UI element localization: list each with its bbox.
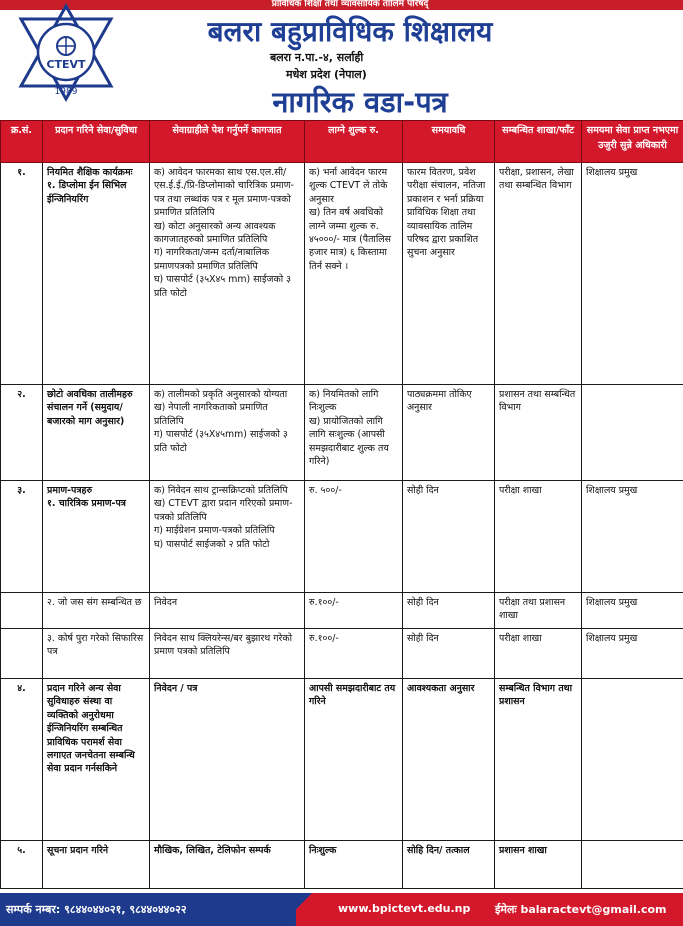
cell-officer [582, 679, 683, 841]
cell-sn: ५. [1, 841, 43, 889]
contact-footer [0, 893, 683, 926]
cell-duration: सोही दिन [403, 629, 495, 679]
cell-fee: रु.१००/- [305, 629, 403, 679]
cell-duration: आवश्यकता अनुसार [403, 679, 495, 841]
email-link[interactable]: ईमेलः balaractevt@gmail.com [495, 903, 667, 916]
cell-branch: प्रशासन शाखा [495, 841, 582, 889]
address-line-1: बलरा न.पा.-४, सर्लाही [270, 51, 364, 64]
cell-branch: सम्बन्धित विभाग तथा प्रशासन [495, 679, 582, 841]
cell-documents: क) आवेदन फारमका साथ एस.एल.सी/एस.ई.ई./प्रि-डिप्लोमाको चारित्रिक प्रमाण-पत्र तथा लब्धांक पत्र र मूल प्रमाण-पत्रको प्रमाणित प्रतिलिपि ख) कोटा अनुसारको अन्य आवश्यक कागजातहरुको प्रमाणित प्रतिलिपि ग) नागरिकता/जन्म दर्ता/नाबालिक प्रमाणपत्रको प्रमाणित प्रतिलिपि घ) पासपोर्ट (३५X४५ mm) साईजको ३ प्रति फोटो [150, 163, 305, 385]
cell-fee: क) नियमितको लागि निःशुल्क ख) प्रायोजितको लागि लागि सःशुल्क (आपसी समझदारीबाट शुल्क तय गरिने) [305, 385, 403, 481]
cell-fee: क) भर्ना आवेदन फारम शुल्क CTEVT ले तोके अनुसार ख) तिन वर्ष अवधिको लाग्ने जम्मा शुल्क रु. ४५०००/- मात्र (पैतालिस हजार मात्र) ६ किस्तामा तिर्न सक्ने । [305, 163, 403, 385]
cell-fee: आपसी समझदारीबाट तय गरिने [305, 679, 403, 841]
table-row [1, 481, 683, 593]
header-officer: समयमा सेवा प्राप्त नभएमा उजुरी सुन्ने अधिकारी [582, 121, 683, 163]
table-row [1, 163, 683, 385]
cell-service: सूचना प्रदान गरिने [43, 841, 150, 889]
table-row [1, 841, 683, 889]
table-row [1, 385, 683, 481]
cell-documents: निवेदन [150, 593, 305, 629]
cell-branch: परीक्षा शाखा [495, 481, 582, 593]
cell-sn [1, 629, 43, 679]
table-row [1, 593, 683, 629]
footer-slant [280, 893, 312, 926]
cell-branch: परीक्षा, प्रशासन, लेखा तथा सम्बन्धित विभाग [495, 163, 582, 385]
cell-service: प्रदान गरिने अन्य सेवा सुविधाहरु संस्था वा व्यक्तिको अनुरोधमा ईन्जिनियरिंग सम्बन्धित प्राविधिक परामर्श सेवा लगाएत जनचेतना सम्बन्धि सेवा प्रदान गर्नसकिने [43, 679, 150, 841]
cell-officer: शिक्षालय प्रमुख [582, 163, 683, 385]
cell-documents: निवेदन / पत्र [150, 679, 305, 841]
header-service: प्रदान गरिने सेवा/सुविधा [43, 121, 150, 163]
cell-duration: सोही दिन [403, 481, 495, 593]
cell-documents: मौखिक, लिखित, टेलिफोन सम्पर्क [150, 841, 305, 889]
cell-sn: ४. [1, 679, 43, 841]
council-banner: प्राविधिक शिक्षा तथा व्यावसायिक तालिम परिषद् [271, 0, 429, 9]
cell-fee: रु. ५००/- [305, 481, 403, 593]
cell-sn [1, 593, 43, 629]
header-duration: समयावधि [403, 121, 495, 163]
cell-documents: निवेदन साथ क्लियरेन्स/बर बुझारथ गरेको प्रमाण पत्रको प्रतिलिपि [150, 629, 305, 679]
cell-officer [582, 385, 683, 481]
logo-text: CTEVT [46, 58, 86, 71]
table-header-row [1, 121, 683, 163]
document-title: नागरिक वडा-पत्र [272, 85, 448, 119]
contact-phone: सम्पर्क नम्बर: ९८४४०४४०२१, ९८४४०४४०२२ [6, 903, 187, 916]
cell-duration: सोहि दिन/ तत्काल [403, 841, 495, 889]
cell-sn: ३. [1, 481, 43, 593]
cell-duration: सोही दिन [403, 593, 495, 629]
header-documents: सेवाग्राहीले पेश गर्नुपर्ने कागजात [150, 121, 305, 163]
cell-officer [582, 841, 683, 889]
cell-service: छोटो अवधिका तालीमहरु संचालन गर्ने (समुदाय/बजारको माग अनुसार) [43, 385, 150, 481]
cell-duration: पाठ्यक्रममा तोकिए अनुसार [403, 385, 495, 481]
ctevt-logo [14, 2, 118, 102]
cell-branch: परीक्षा शाखा [495, 629, 582, 679]
cell-service: नियमित शैक्षिक कार्यक्रमः १. डिप्लोमा ईन सिभिल ईन्जिनियरिंग [43, 163, 150, 385]
ctevt-star-emblem-icon [21, 6, 111, 99]
cell-duration: फारम वितरण, प्रवेश परीक्षा संचालन, नतिजा प्रकाशन र भर्ना प्रक्रिया प्राविधिक शिक्षा तथा व्यावसायिक तालिम परिषद द्वारा प्रकाशित सुचना अनुसार [403, 163, 495, 385]
citizen-charter-table [0, 120, 683, 889]
citizen-charter-table-wrap [0, 120, 683, 890]
cell-documents: क) तालीमको प्रकृति अनुसारको योग्यता ख) नेपाली नागरिकताको प्रमाणित प्रतिलिपि ग) पासपोर्ट (३५X४५mm) साईजको ३ प्रति फोटो [150, 385, 305, 481]
table-row [1, 629, 683, 679]
cell-sn: २. [1, 385, 43, 481]
cell-service: प्रमाण-पत्रहरु १. चारित्रिक प्रमाण-पत्र [43, 481, 150, 593]
cell-branch: परीक्षा तथा प्रशासन शाखा [495, 593, 582, 629]
website-link[interactable]: www.bpictevt.edu.np [338, 902, 471, 915]
cell-sn: १. [1, 163, 43, 385]
logo-year: 1989 [54, 87, 78, 97]
cell-officer: शिक्षालय प्रमुख [582, 481, 683, 593]
cell-documents: क) निवेदन साथ ट्रान्सक्रिप्टको प्रतिलिपि ख) CTEVT द्वारा प्रदान गरिएको प्रमाण-पत्रको प्रतिलिपि ग) माईग्रेशन प्रमाण-पत्रको प्रतिलिपि घ) पासपोर्ट साईजको २ प्रति फोटो [150, 481, 305, 593]
cell-branch: प्रशासन तथा सम्बन्धित विभाग [495, 385, 582, 481]
header-branch: सम्बन्धित शाखा/फाँट [495, 121, 582, 163]
cell-officer: शिक्षालय प्रमुख [582, 593, 683, 629]
header-fee: लाग्ने शुल्क रु. [305, 121, 403, 163]
header-sn: क्र.सं. [1, 121, 43, 163]
cell-fee: निःशुल्क [305, 841, 403, 889]
page-header [0, 0, 683, 118]
cell-service: २. जो जस संग सम्बन्धित छ [43, 593, 150, 629]
cell-service: ३. कोर्ष पुरा गरेको सिफारिस पत्र [43, 629, 150, 679]
cell-fee: रु.१००/- [305, 593, 403, 629]
cell-officer: शिक्षालय प्रमुख [582, 629, 683, 679]
address-line-2: मधेश प्रदेश (नेपाल) [286, 68, 367, 81]
table-row [1, 679, 683, 841]
institution-name: बलरा बहुप्राविधिक शिक्षालय [207, 15, 493, 48]
